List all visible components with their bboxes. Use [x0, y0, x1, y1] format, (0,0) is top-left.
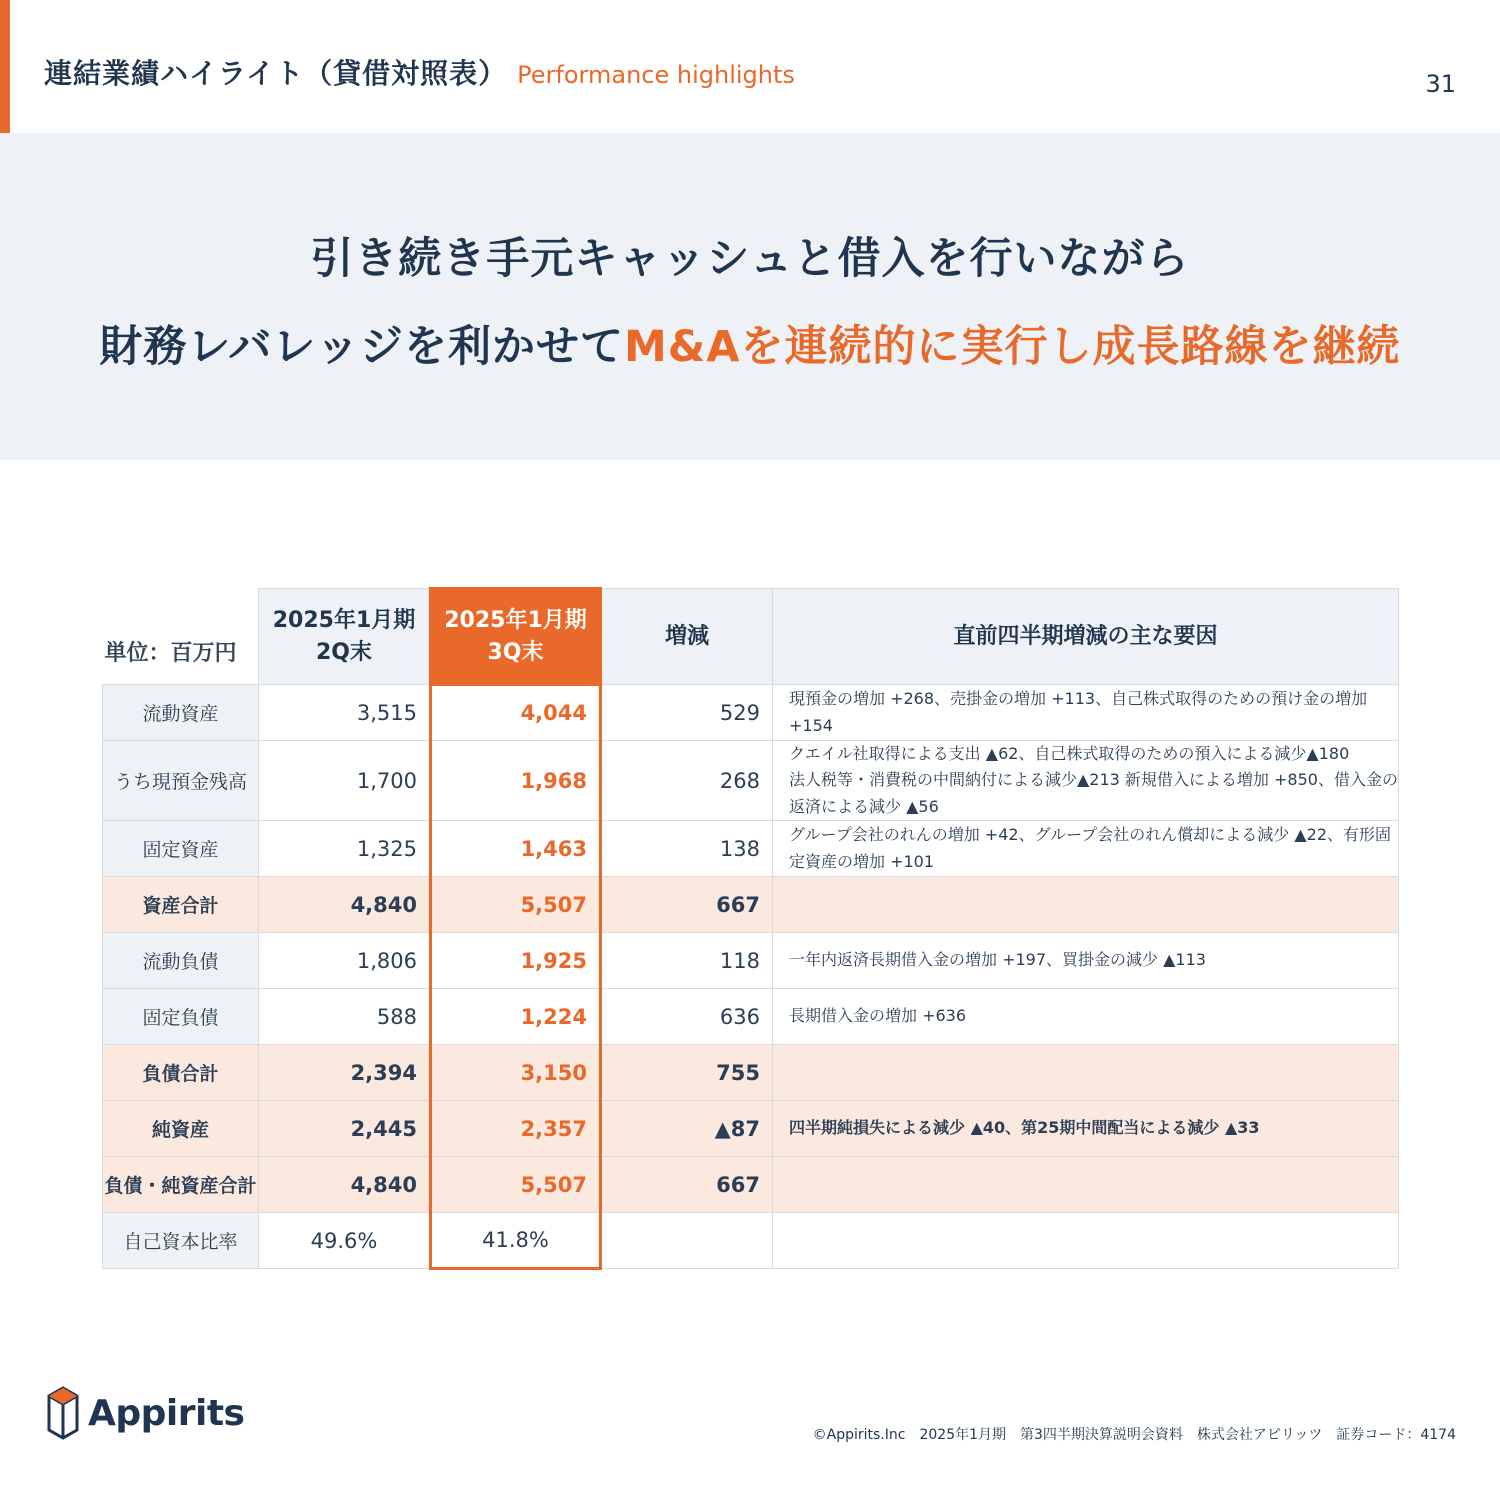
reason-note: 一年内返済長期借入金の増加 +197、買掛金の減少 ▲113	[773, 933, 1399, 989]
column-header-note: 直前四半期増減の主な要因	[773, 589, 1399, 685]
prev-value: 3,515	[259, 685, 431, 741]
prev-header-line-2: 2Q末	[315, 639, 372, 665]
balance-sheet-table-container	[102, 587, 1398, 1270]
company-logo	[46, 1384, 244, 1442]
cube-logo-icon	[46, 1384, 80, 1442]
reason-note	[773, 877, 1399, 933]
diff-value	[601, 1213, 773, 1269]
footer-copyright: ©Appirits.Inc 2025年1月期 第3四半期決算説明会資料 株式会社アピリッツ 証券コード：4174	[812, 1427, 1456, 1443]
page-subtitle: Performance highlights	[517, 61, 795, 89]
diff-value: ▲87	[601, 1101, 773, 1157]
prev-header-line-1: 2025年1月期	[272, 607, 416, 633]
reason-note	[773, 1045, 1399, 1101]
diff-value: 529	[601, 685, 773, 741]
reason-note: 長期借入金の増加 +636	[773, 989, 1399, 1045]
row-label: うち現預金残高	[103, 741, 259, 821]
table-row-equity-ratio	[103, 1213, 1399, 1269]
reason-note	[773, 741, 1399, 821]
curr-value: 5,507	[431, 1157, 601, 1213]
headline-highlight: M&Aを連続的に実行し成長路線を継続	[623, 322, 1401, 372]
reason-note: 現預金の増加 +268、売掛金の増加 +113、自己株式取得のための預け金の増加 +154	[773, 685, 1399, 741]
page-title: 連結業績ハイライト（貸借対照表）	[44, 57, 508, 90]
prev-value: 2,445	[259, 1101, 431, 1157]
curr-value: 2,357	[431, 1101, 601, 1157]
curr-value: 41.8%	[431, 1213, 601, 1269]
reason-note: グループ会社のれんの増加 +42、グループ会社のれん償却による減少 ▲22、有形固定資産の増加 +101	[773, 821, 1399, 877]
column-header-diff: 増減	[601, 589, 773, 685]
header-accent-bar	[0, 0, 10, 133]
diff-value: 755	[601, 1045, 773, 1101]
diff-value: 667	[601, 1157, 773, 1213]
prev-value: 49.6%	[259, 1213, 431, 1269]
table-header-row	[103, 589, 1399, 685]
page-header	[44, 52, 795, 92]
table-row-current-liabilities	[103, 933, 1399, 989]
curr-value: 1,224	[431, 989, 601, 1045]
balance-sheet-table	[102, 587, 1399, 1270]
row-label: 流動資産	[103, 685, 259, 741]
prev-value: 4,840	[259, 1157, 431, 1213]
table-row-cash	[103, 741, 1399, 821]
column-header-prev	[259, 589, 431, 685]
prev-value: 2,394	[259, 1045, 431, 1101]
row-label: 流動負債	[103, 933, 259, 989]
row-label: 固定負債	[103, 989, 259, 1045]
logo-wordmark: Appirits	[88, 1392, 245, 1434]
row-label: 固定資産	[103, 821, 259, 877]
reason-note	[773, 1157, 1399, 1213]
table-row-net-assets	[103, 1101, 1399, 1157]
prev-value: 588	[259, 989, 431, 1045]
table-row-total-liabilities	[103, 1045, 1399, 1101]
row-label: 負債合計	[103, 1045, 259, 1101]
column-header-curr	[431, 589, 601, 685]
table-row-fixed-assets	[103, 821, 1399, 877]
curr-value: 3,150	[431, 1045, 601, 1101]
curr-value: 1,925	[431, 933, 601, 989]
prev-value: 1,806	[259, 933, 431, 989]
headline-prefix: 財務レバレッジを利かせて	[99, 322, 624, 372]
table-row-current-assets	[103, 685, 1399, 741]
diff-value: 636	[601, 989, 773, 1045]
row-label: 資産合計	[103, 877, 259, 933]
row-label: 負債・純資産合計	[103, 1157, 259, 1213]
diff-value: 667	[601, 877, 773, 933]
curr-header-line-1: 2025年1月期	[444, 607, 587, 633]
diff-value: 118	[601, 933, 773, 989]
curr-value: 1,463	[431, 821, 601, 877]
table-row-total-liabilities-net-assets	[103, 1157, 1399, 1213]
curr-value: 5,507	[431, 877, 601, 933]
prev-value: 1,700	[259, 741, 431, 821]
table-row-total-assets	[103, 877, 1399, 933]
reason-note: 四半期純損失による減少 ▲40、第25期中間配当による減少 ▲33	[773, 1101, 1399, 1157]
curr-value: 4,044	[431, 685, 601, 741]
headline-line-1: 引き続き手元キャッシュと借入を行いながら	[310, 234, 1190, 284]
row-label: 純資産	[103, 1101, 259, 1157]
diff-value: 138	[601, 821, 773, 877]
hero-banner	[0, 133, 1500, 460]
reason-note	[773, 1213, 1399, 1269]
curr-value: 1,968	[431, 741, 601, 821]
row-label: 自己資本比率	[103, 1213, 259, 1269]
unit-label: 単位：百万円	[103, 589, 259, 685]
headline-line-2	[0, 313, 1500, 374]
prev-value: 1,325	[259, 821, 431, 877]
reason-note-line-2: 法人税等・消費税の中間納付による減少▲213 新規借入による増加 +850、借入金の返済による減少 ▲56	[789, 770, 1398, 816]
prev-value: 4,840	[259, 877, 431, 933]
reason-note-line-1: クエイル社取得による支出 ▲62、自己株式取得のための預入による減少▲180	[789, 744, 1350, 763]
page-number: 31	[1425, 70, 1456, 98]
curr-header-line-2: 3Q末	[487, 639, 544, 665]
diff-value: 268	[601, 741, 773, 821]
table-row-fixed-liabilities	[103, 989, 1399, 1045]
